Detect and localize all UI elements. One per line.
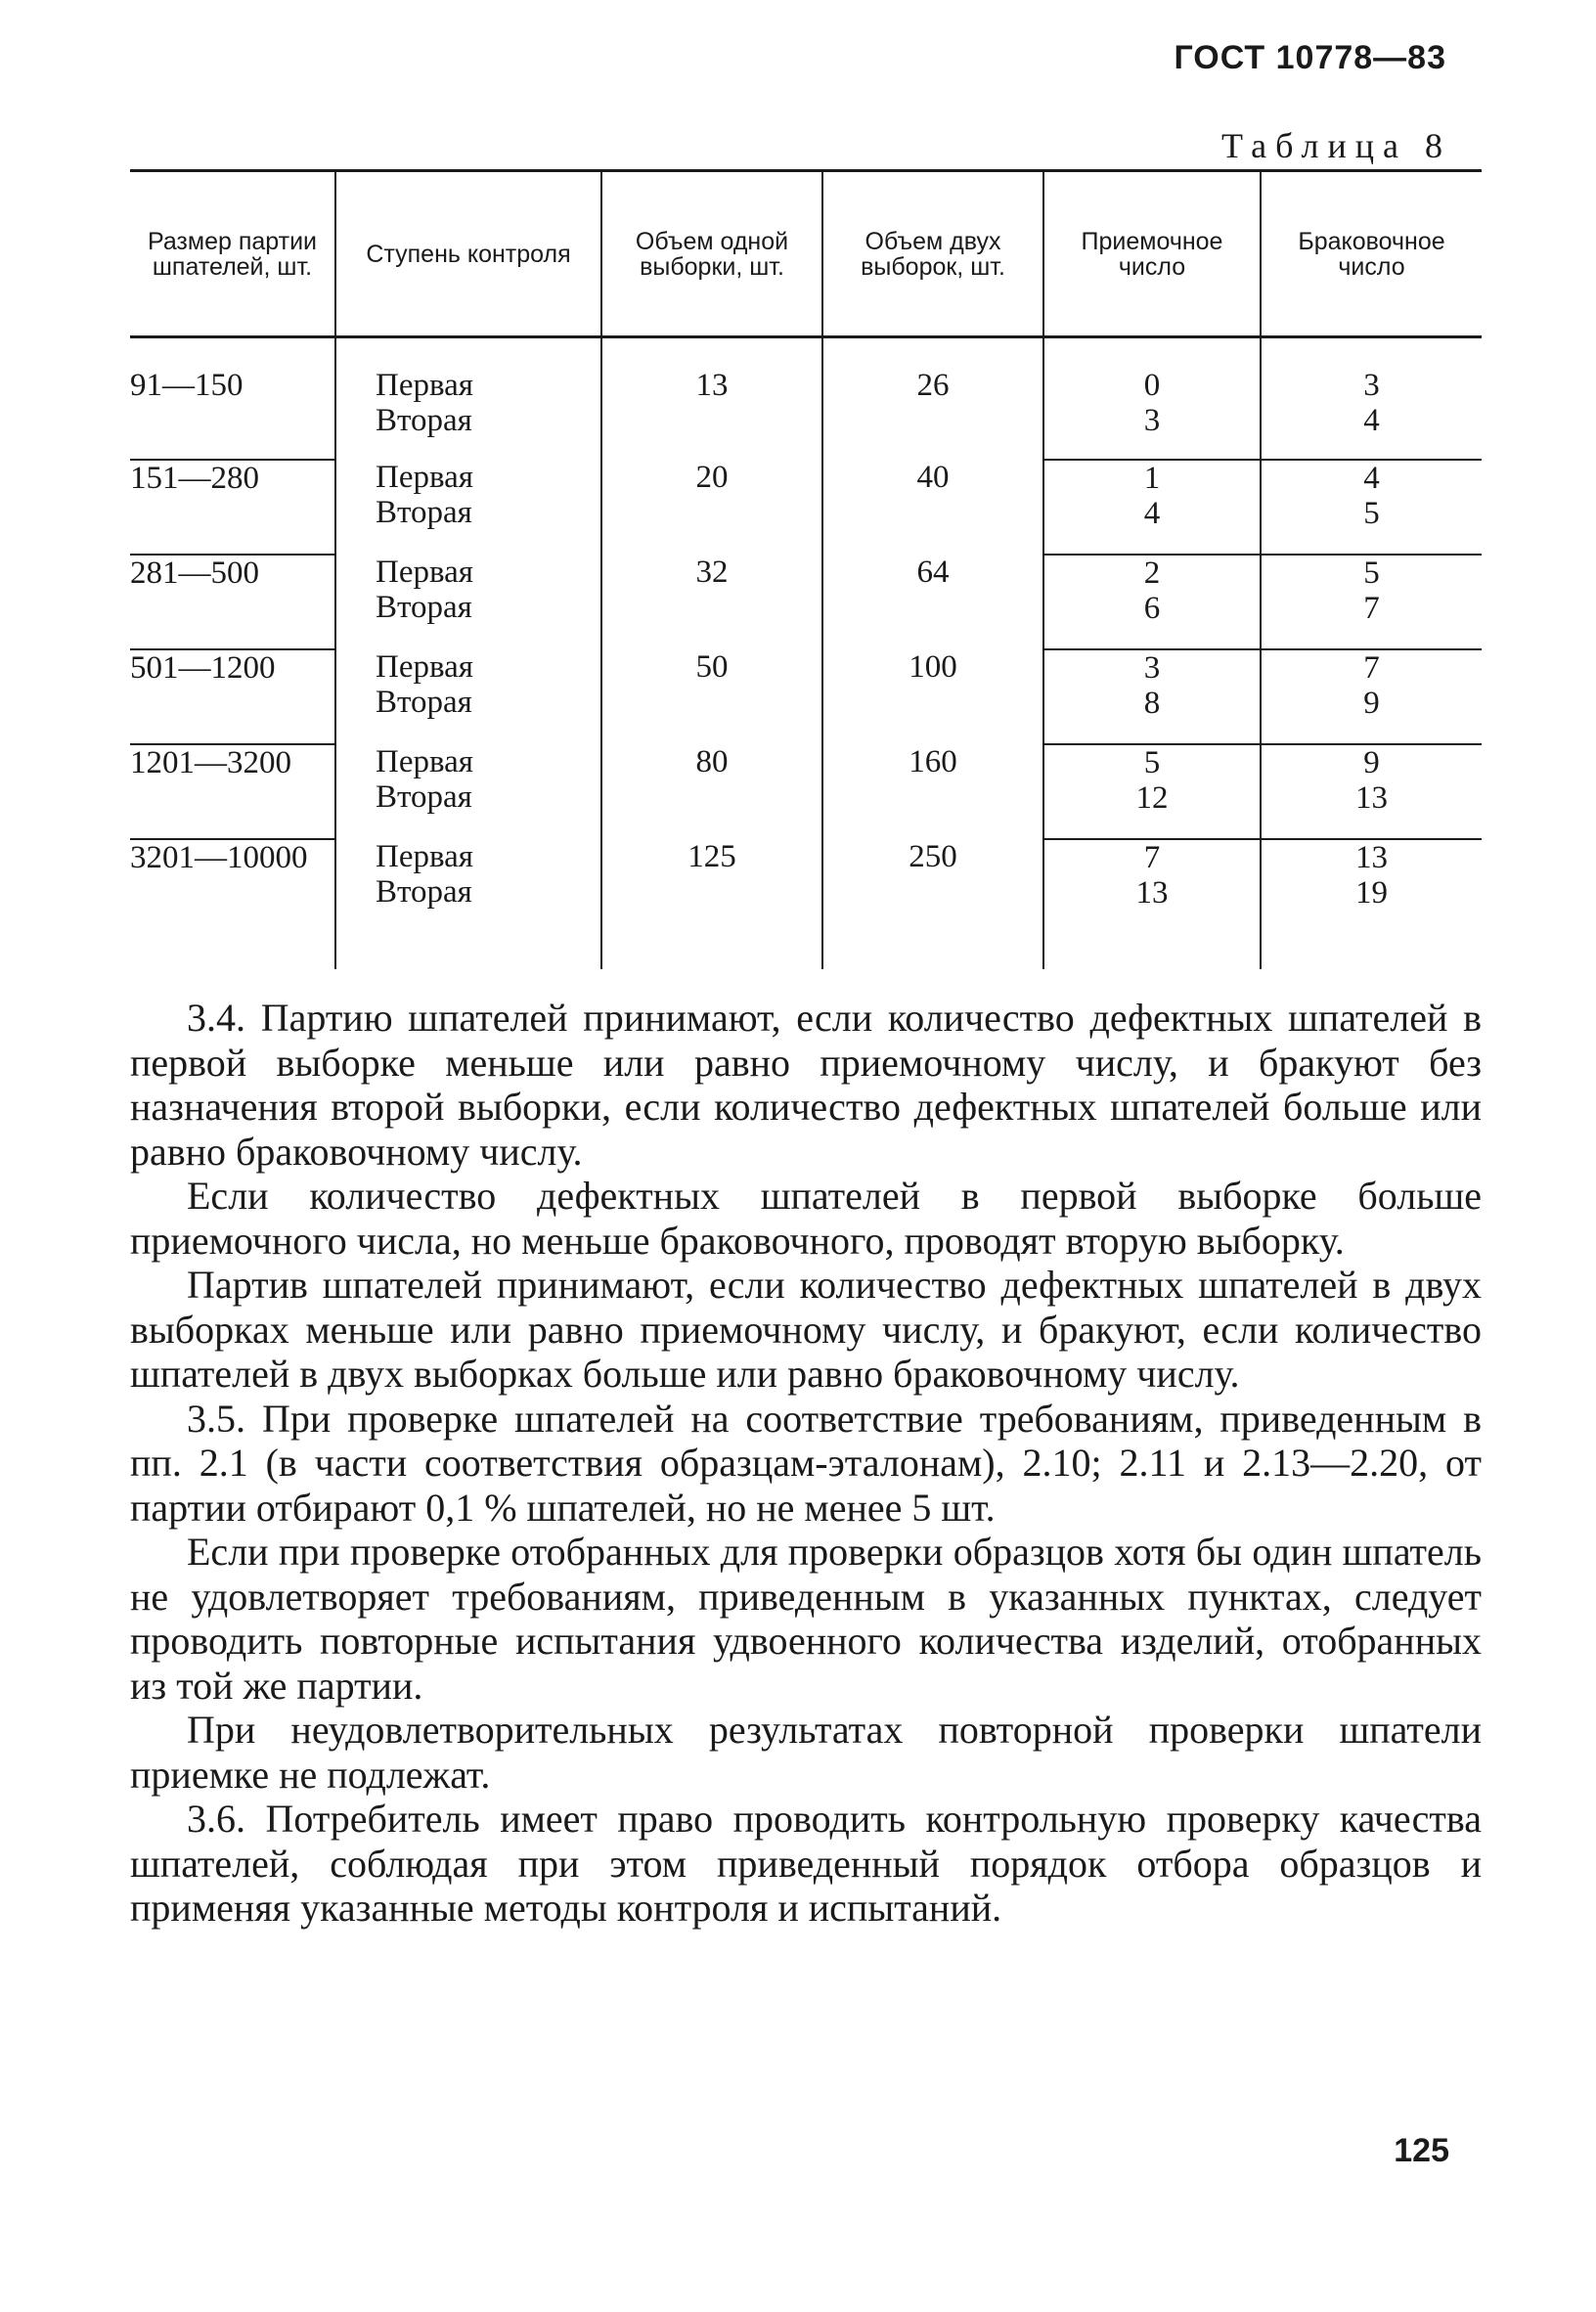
table-row — [130, 555, 1482, 649]
rejection-first: 13 — [1355, 839, 1388, 875]
lot-size: 1201—3200 — [130, 744, 291, 780]
rejection-second: 19 — [1355, 874, 1388, 911]
header-rejection-number: Браковочное число — [1261, 171, 1482, 337]
single-sample-size: 50 — [695, 648, 729, 685]
rejection-first: 5 — [1363, 555, 1380, 591]
stage-second: Вторая — [376, 873, 472, 910]
stage-second: Вторая — [376, 403, 472, 438]
table-row — [130, 744, 1482, 839]
sampling-table — [130, 169, 1482, 969]
body-text — [130, 996, 1482, 1931]
header-control-stage: Ступень контроля — [335, 171, 601, 337]
table-caption: Таблица 8 — [1221, 126, 1451, 165]
stage-second: Вторая — [376, 494, 472, 530]
two-sample-size: 64 — [916, 554, 950, 590]
rejection-second: 9 — [1363, 685, 1380, 721]
page-number: 125 — [1394, 2132, 1449, 2169]
acceptance-second: 4 — [1143, 495, 1161, 531]
acceptance-second: 3 — [1143, 403, 1161, 438]
acceptance-second: 8 — [1143, 685, 1161, 721]
rejection-second: 5 — [1363, 495, 1380, 531]
lot-size: 3201—10000 — [130, 839, 308, 875]
stage-first: Первая — [376, 743, 473, 779]
paragraph: Партив шпателей принимают, если количество дефектных шпателей в двух выборках меньше или равно приемочному числу, и бракуют, если количество шпателей в двух выборках больше или равно браковочному числу. — [130, 1263, 1482, 1396]
single-sample-size: 80 — [695, 743, 729, 779]
acceptance-first: 0 — [1143, 368, 1161, 403]
table-row — [130, 649, 1482, 744]
lot-size: 91—150 — [130, 368, 244, 403]
rejection-first: 9 — [1363, 744, 1380, 780]
paragraph-3-4: 3.4. Партию шпателей принимают, если количество дефектных шпателей в первой выборке меньше или равно приемочному числу, и бракуют без назначения второй выборки, если количество дефектных шпателей больше или равно браковочному числу. — [130, 996, 1482, 1174]
acceptance-first: 1 — [1143, 460, 1161, 496]
paragraph: Если количество дефектных шпателей в первой выборке больше приемочного числа, но меньше браковочного, проводят вторую выборку. — [130, 1174, 1482, 1263]
two-sample-size: 160 — [909, 743, 957, 779]
header-single-sample: Объем одной выборки, шт. — [601, 171, 822, 337]
lot-size: 151—280 — [130, 460, 259, 496]
stage-first: Первая — [376, 368, 473, 403]
stage-first: Первая — [376, 838, 473, 874]
rejection-first: 3 — [1363, 368, 1380, 403]
rejection-second: 7 — [1363, 590, 1380, 626]
rejection-second: 13 — [1355, 779, 1388, 816]
acceptance-second: 12 — [1135, 779, 1169, 816]
lot-size: 281—500 — [130, 555, 259, 591]
two-sample-size: 100 — [909, 648, 957, 685]
rejection-second: 4 — [1363, 403, 1380, 438]
acceptance-first: 3 — [1143, 649, 1161, 686]
single-sample-size: 20 — [695, 459, 729, 495]
paragraph: Если при проверке отобранных для проверки образцов хотя бы один шпатель не удовлетворяет требованиям, приведенным в указанных пунктах, следует проводить повторные испытания удвоенного количества изделий, отобранных из той же партии. — [130, 1530, 1482, 1708]
stage-first: Первая — [376, 648, 473, 685]
document-code: ГОСТ 10778—83 — [1174, 39, 1446, 76]
header-lot-size: Размер партии шпателей, шт. — [147, 227, 318, 281]
acceptance-first: 5 — [1143, 744, 1161, 780]
stage-second: Вторая — [376, 684, 472, 720]
table-row — [130, 337, 1482, 460]
header-acceptance-number: Приемочное число — [1043, 171, 1261, 337]
rejection-first: 7 — [1363, 649, 1380, 686]
lot-size: 501—1200 — [130, 649, 276, 686]
paragraph-3-5: 3.5. При проверке шпателей на соответствие требованиям, приведенным в пп. 2.1 (в части соответствия образцам-эталонам), 2.10; 2.11 и 2.13—2.20, от партии отбирают 0,1 % шпателей, но не менее 5 шт. — [130, 1396, 1482, 1530]
acceptance-second: 6 — [1143, 590, 1161, 626]
paragraph-3-6: 3.6. Потребитель имеет право проводить контрольную проверку качества шпателей, соблюдая при этом приведенный порядок отбора образцов и применяя указанные методы контроля и испытаний. — [130, 1797, 1482, 1930]
two-sample-size: 250 — [909, 838, 957, 874]
table-row — [130, 460, 1482, 555]
header-two-samples: Объем двух выборок, шт. — [822, 171, 1043, 337]
single-sample-size: 13 — [695, 368, 729, 403]
rejection-first: 4 — [1363, 460, 1380, 496]
table-row — [130, 839, 1482, 969]
stage-second: Вторая — [376, 589, 472, 625]
stage-second: Вторая — [376, 778, 472, 815]
two-sample-size: 40 — [916, 459, 950, 495]
two-sample-size: 26 — [916, 368, 950, 403]
stage-first: Первая — [376, 554, 473, 590]
paragraph: При неудовлетворительных результатах повторной проверки шпатели приемке не подлежат. — [130, 1708, 1482, 1797]
acceptance-first: 2 — [1143, 555, 1161, 591]
table-header-row — [130, 171, 1482, 337]
acceptance-first: 7 — [1143, 839, 1161, 875]
single-sample-size: 32 — [695, 554, 729, 590]
acceptance-second: 13 — [1135, 874, 1169, 911]
stage-first: Первая — [376, 459, 473, 495]
single-sample-size: 125 — [687, 838, 736, 874]
